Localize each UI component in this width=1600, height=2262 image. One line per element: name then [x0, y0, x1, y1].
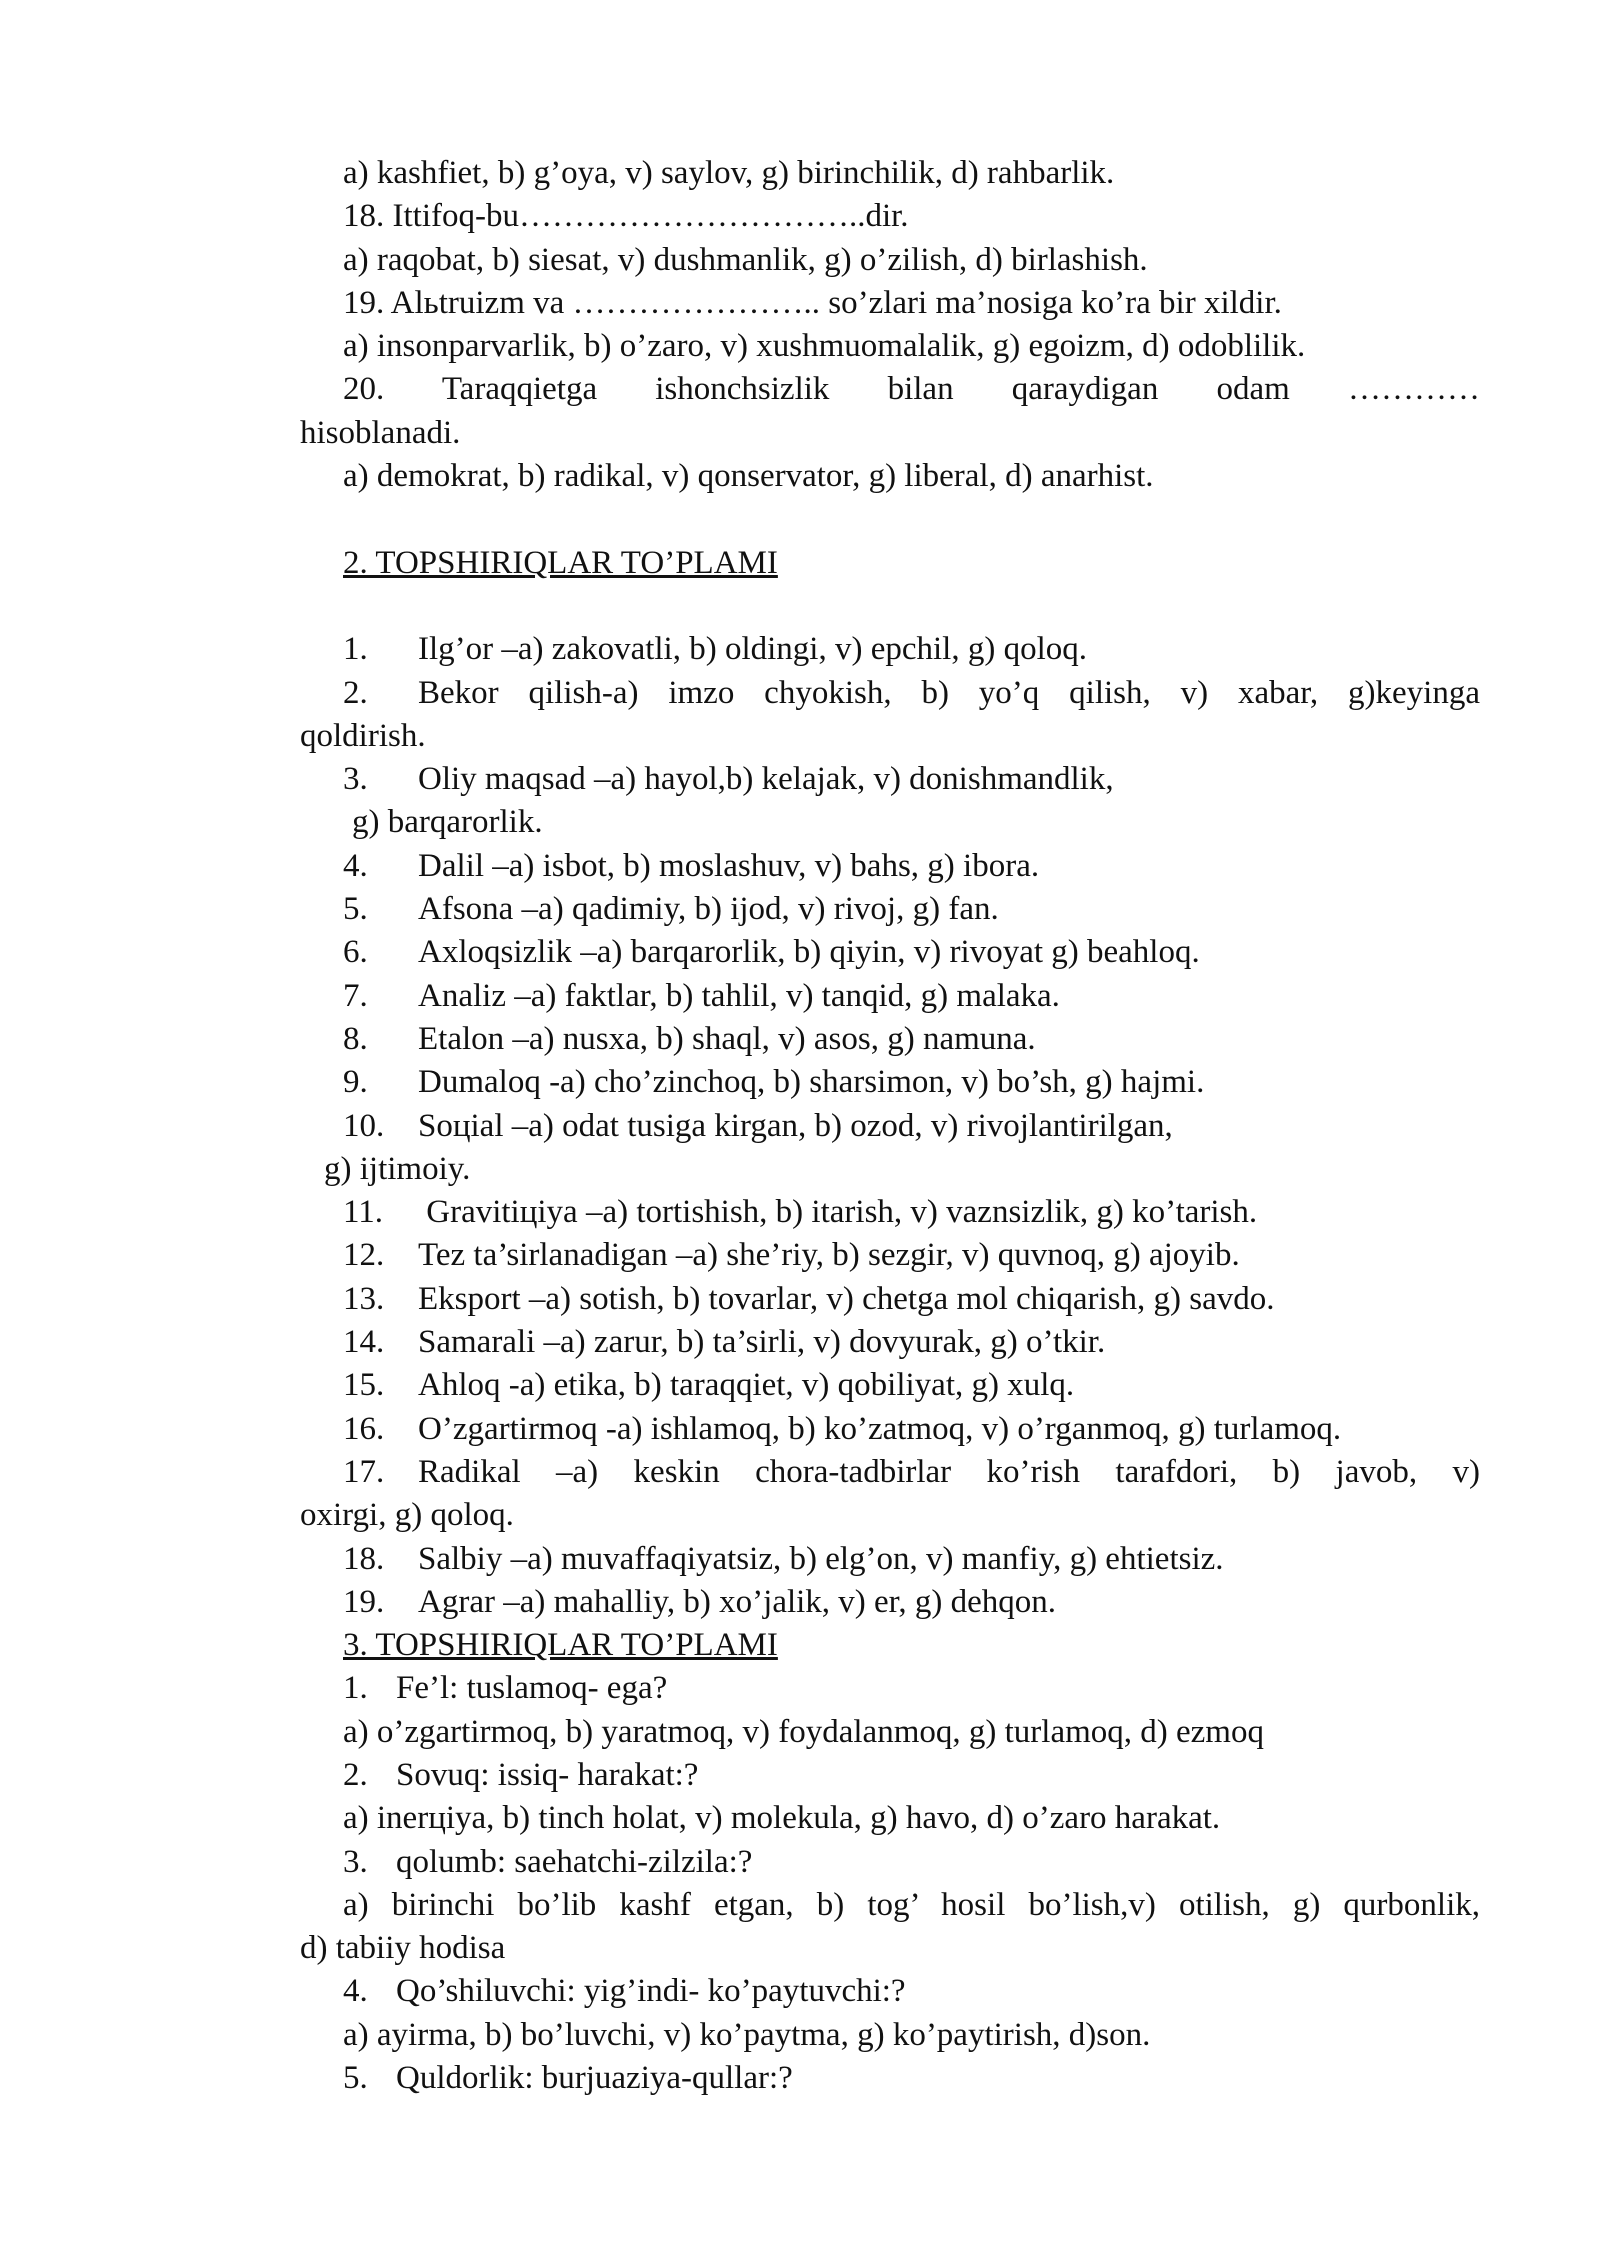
question-line	[300, 1754, 1480, 1797]
spacer	[300, 585, 1480, 628]
list-item	[300, 888, 1480, 931]
item-continuation: g) barqarorlik.	[352, 804, 543, 841]
answer-continuation: d) tabiiy hodisa	[300, 1930, 506, 1967]
item-continuation: qoldirish.	[300, 717, 426, 754]
item-number: 2.	[343, 1756, 368, 1793]
list-item	[300, 1234, 1480, 1277]
list-item	[300, 845, 1480, 888]
item-text: Analiz –a) faktlar, b) tahlil, v) tanqid, g) malaka.	[418, 977, 1060, 1014]
question-line	[300, 2057, 1480, 2100]
item-number: 3.	[343, 1843, 368, 1880]
item-number: 8.	[343, 1020, 368, 1057]
section-3-list	[300, 1667, 1480, 2100]
list-item	[300, 1278, 1480, 1321]
item-number: 19.	[343, 1583, 385, 1620]
item-text: Agrar –a) mahalliy, b) xo’jalik, v) er, g) dehqon.	[418, 1583, 1056, 1620]
item-number: 18.	[343, 1540, 385, 1577]
item-number: 6.	[343, 934, 368, 971]
item-text: Etalon –a) nusxa, b) shaql, v) asos, g) namuna.	[418, 1020, 1036, 1057]
answer-line: a) insonparvarlik, b) o’zaro, v) xushmuomalalik, g) egoizm, d) odoblilik.	[343, 328, 1306, 365]
answer-line: a) birinchi bo’lib kashf etgan, b) tog’ hosil bo’lish,v) otilish, g) qurbonlik,	[343, 1886, 1480, 1923]
question-text: qolumb: saehatchi-zilzila:?	[396, 1843, 753, 1880]
item-number: 15.	[343, 1367, 385, 1404]
section-2-heading	[300, 542, 1480, 585]
question-text: Qo’shiluvchi: yig’indi- ko’paytuvchi:?	[396, 1973, 906, 2010]
list-item	[300, 1364, 1480, 1407]
item-number: 5.	[343, 2060, 368, 2097]
list-item	[300, 1321, 1480, 1364]
item-number: 2.	[343, 674, 368, 711]
list-item	[300, 1105, 1480, 1148]
item-number: 1.	[343, 1670, 368, 1707]
question-text: Quldorlik: burjuaziya-qullar:?	[396, 2060, 793, 2097]
answer-line: a) raqobat, b) siesat, v) dushmanlik, g) o’zilish, d) birlashish.	[343, 241, 1148, 278]
question-20-continuation: hisoblanadi.	[300, 414, 461, 451]
item-text: Oliy maqsad –a) hayol,b) kelajak, v) donishmandlik,	[418, 761, 1114, 798]
list-item	[300, 1581, 1480, 1624]
item-number: 12.	[343, 1237, 385, 1274]
list-item	[300, 628, 1480, 671]
list-item	[300, 1018, 1480, 1061]
item-text: Axloqsizlik –a) barqarorlik, b) qiyin, v) rivoyat g) beahloq.	[418, 934, 1200, 971]
question-text: Sovuq: issiq- harakat:?	[396, 1756, 699, 1793]
item-number: 13.	[343, 1280, 385, 1317]
item-text: Ahloq -a) etika, b) taraqqiet, v) qobiliyat, g) xulq.	[418, 1367, 1075, 1404]
section-3-heading	[300, 1624, 1480, 1667]
item-text: Samarali –a) zarur, b) ta’sirli, v) dovyurak, g) o’tkir.	[418, 1324, 1106, 1361]
list-item	[300, 1408, 1480, 1451]
question-line	[300, 1970, 1480, 2013]
item-text: Salbiy –a) muvaffaqiyatsiz, b) elg’on, v) manfiy, g) ehtietsiz.	[418, 1540, 1224, 1577]
section-2-list	[300, 628, 1480, 1624]
spacer	[300, 498, 1480, 541]
item-text: Radikal –a) keskin chora-tadbirlar ko’rish tarafdori, b) javob, v)	[418, 1453, 1480, 1490]
item-text: Bekor qilish-a) imzo chyokish, b) yo’q qilish, v) xabar, g)keyinga	[418, 674, 1480, 711]
item-number: 11.	[343, 1194, 384, 1231]
answer-line: a) inerцiya, b) tinch holat, v) molekula, g) havo, d) o’zaro harakat.	[343, 1800, 1221, 1837]
list-item	[300, 1061, 1480, 1104]
list-item	[300, 1191, 1480, 1234]
item-text: Afsona –a) qadimiy, b) ijod, v) rivoj, g) fan.	[418, 891, 999, 928]
item-text: Soцial –a) odat tusiga kirgan, b) ozod, v) rivojlantirilgan,	[418, 1107, 1173, 1144]
item-number: 14.	[343, 1324, 385, 1361]
item-number: 5.	[343, 891, 368, 928]
list-item	[300, 758, 1480, 801]
document-page	[300, 152, 1480, 2100]
item-number: 10.	[343, 1107, 385, 1144]
question-18: 18. Ittifoq-bu…………………………..dir.	[343, 198, 909, 235]
item-number: 4.	[343, 847, 368, 884]
item-continuation: oxirgi, g) qoloq.	[300, 1497, 514, 1534]
list-item	[300, 975, 1480, 1018]
list-item	[300, 1451, 1480, 1494]
item-number: 16.	[343, 1410, 385, 1447]
answer-line: a) ayirma, b) bo’luvchi, v) ko’paytma, g) ko’paytirish, d)son.	[343, 2016, 1151, 2053]
item-text: Eksport –a) sotish, b) tovarlar, v) chetga mol chiqarish, g) savdo.	[418, 1280, 1275, 1317]
item-text: Dumaloq -a) cho’zinchoq, b) sharsimon, v) bo’sh, g) hajmi.	[418, 1064, 1205, 1101]
item-text: Ilg’or –a) zakovatli, b) oldingi, v) epchil, g) qoloq.	[418, 631, 1087, 668]
answer-line: a) kashfiet, b) g’oya, v) saylov, g) birinchilik, d) rahbarlik.	[343, 155, 1115, 191]
question-text: Fe’l: tuslamoq- ega?	[396, 1670, 668, 1707]
section-2-heading-text: 2. TOPSHIRIQLAR TO’PLAMI	[343, 544, 778, 581]
item-text: O’zgartirmoq -a) ishlamoq, b) ko’zatmoq, v) o’rganmoq, g) turlamoq.	[418, 1410, 1342, 1447]
item-number: 9.	[343, 1064, 368, 1101]
item-number: 17.	[343, 1453, 385, 1490]
list-item	[300, 1538, 1480, 1581]
item-number: 3.	[343, 761, 368, 798]
list-item	[300, 672, 1480, 715]
item-text: Tez ta’sirlanadigan –a) she’riy, b) sezgir, v) quvnoq, g) ajoyib.	[418, 1237, 1240, 1274]
question-line	[300, 1841, 1480, 1884]
answer-line: a) demokrat, b) radikal, v) qonservator, g) liberal, d) anarhist.	[343, 458, 1154, 495]
question-19: 19. Alьtruizm va ………………….. so’zlari ma’nosiga ko’ra bir xildir.	[343, 284, 1282, 321]
item-text: Dalil –a) isbot, b) moslashuv, v) bahs, g) ibora.	[418, 847, 1040, 884]
question-20: 20. Taraqqietga ishonchsizlik bilan qaraydigan odam …………	[343, 371, 1480, 408]
item-continuation: g) ijtimoiy.	[324, 1150, 471, 1187]
question-line	[300, 1667, 1480, 1710]
item-text: Gravitiцiya –a) tortishish, b) itarish, v) vaznsizlik, g) ko’tarish.	[418, 1194, 1258, 1231]
answer-line: a) o’zgartirmoq, b) yaratmoq, v) foydalanmoq, g) turlamoq, d) ezmoq	[343, 1713, 1264, 1750]
item-number: 7.	[343, 977, 368, 1014]
list-item	[300, 931, 1480, 974]
item-number: 1.	[343, 631, 368, 668]
item-number: 4.	[343, 1973, 368, 2010]
section-3-heading-text: 3. TOPSHIRIQLAR TO’PLAMI	[343, 1627, 778, 1664]
